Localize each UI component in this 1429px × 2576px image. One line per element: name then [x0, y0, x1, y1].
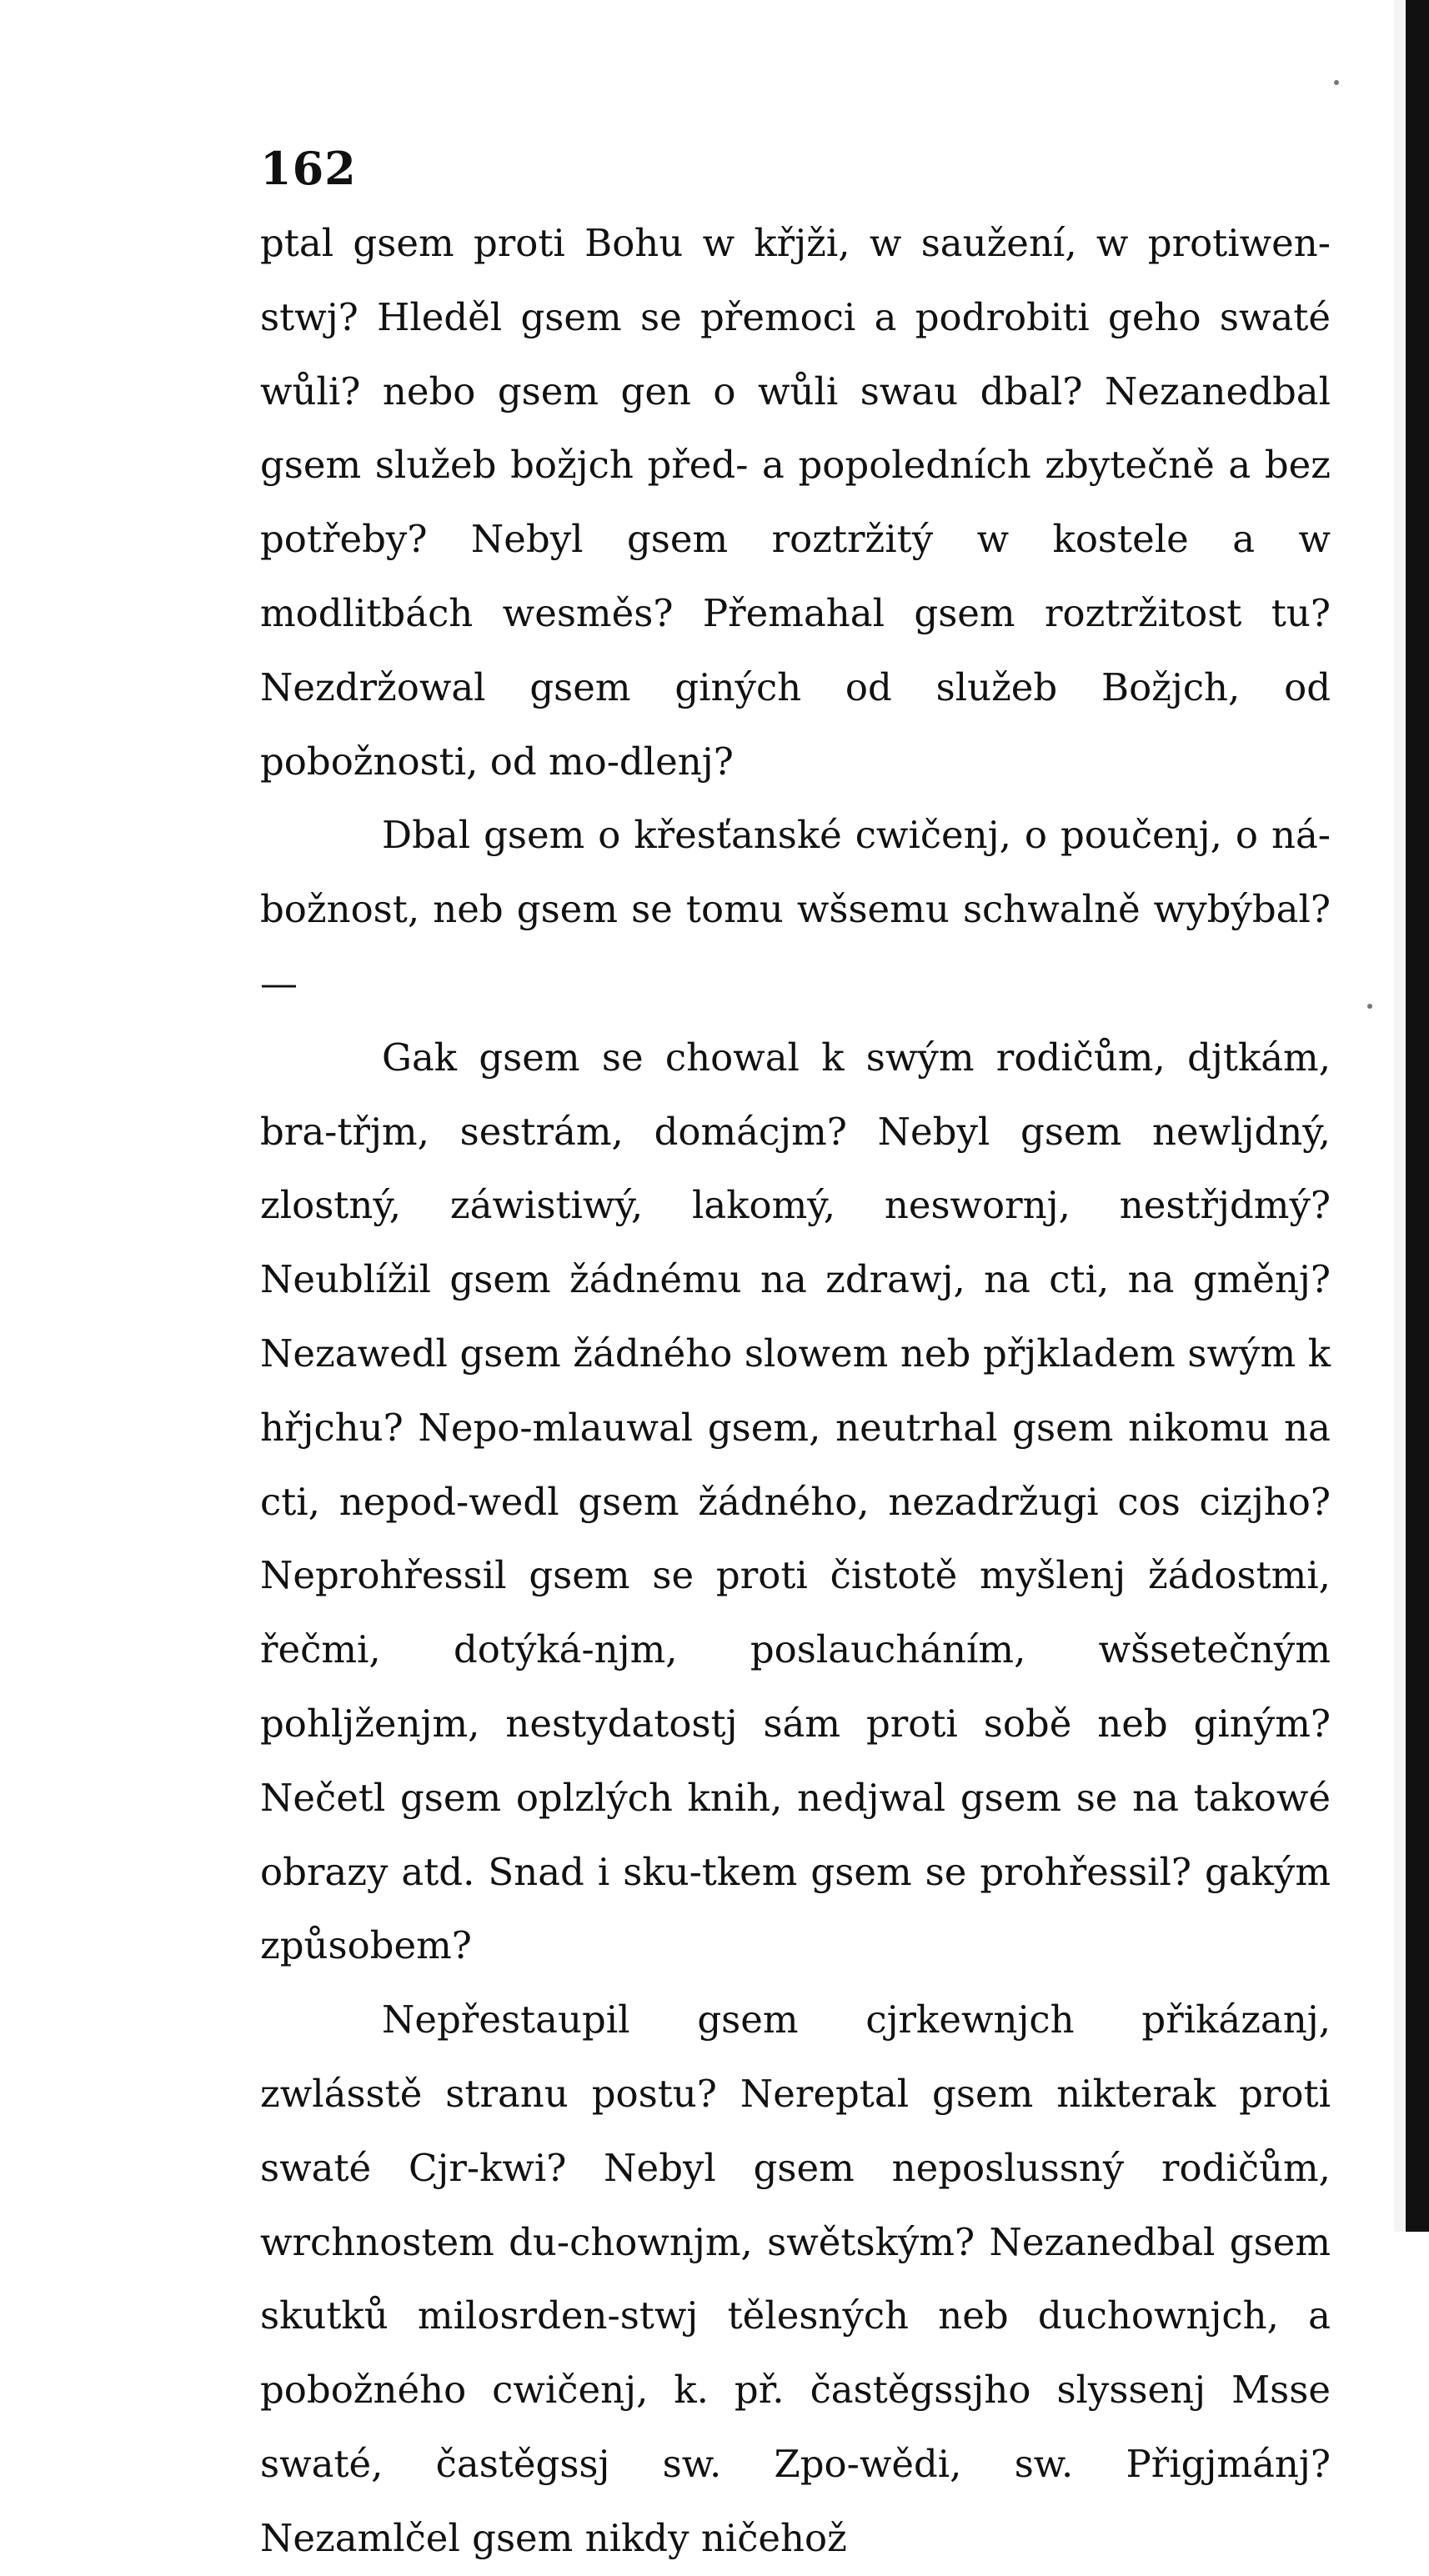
paragraph: ptal gsem proti Bohu w křjži, w saužení, w protiwen-stwj? Hleděl gsem se přemoci a podrobiti geho swaté wůli? nebo gsem gen o wůli swau dbal? Nezanedbal gsem služeb božjch před- a popoledních zbytečně a bez potřeby? Nebyl gsem roztržitý w kostele a w modlitbách wesměs? Přemahal gsem roztržitost tu? Nezdržowal gsem giných od služeb Božjch, od pobožnosti, od mo-dlenj? [260, 221, 1331, 784]
page-number: 162 [260, 142, 357, 195]
paragraph: Nepřestaupil gsem cjrkewnjch přikázanj, zwlásstě stranu postu? Nereptal gsem nikterak proti swaté Cjr-kwi? Nebyl gsem neposlussný rodičům, wrchnostem du-chownjm, swětským? Nezanedbal gsem skutků milosrden-stwj tělesných neb duchownjch, a pobožného cwičenj, k. př. častěgssjho slyssenj Msse swaté, častěgssj sw. Zpo-wědi, sw. Přigjmánj? Nezamlčel gsem nikdy ničehož [260, 1997, 1331, 2560]
page-gutter-shadow [1394, 0, 1406, 2232]
paragraph: Gak gsem se chowal k swým rodičům, djtkám, bra-třjm, sestrám, domácjm? Nebyl gsem newljdný, zlostný, záwistiwý, lakomý, neswornj, nestřjdmý? Neublížil gsem žádnému na zdrawj, na cti, na gměnj? Nezawedl gsem žádného slowem neb přjkladem swým k hřjchu? Nepo-mlauwal gsem, neutrhal gsem nikomu na cti, nepod-wedl gsem žádného, nezadržugi cos cizjho? Neprohřessil gsem se proti čistotě myšlenj žádostmi, řečmi, dotýká-njm, poslaucháním, wšsetečným pohljženjm, nestydatostj sám proti sobě neb giným? Nečetl gsem oplzlých knih, nedjwal gsem se na takowé obrazy atd. Snad i sku-tkem gsem se prohřessil? gakým způsobem? [260, 1035, 1331, 1968]
paragraph: Dbal gsem o křesťanské cwičenj, o poučenj, o ná-božnost, neb gsem se tomu wšsemu schwalně wybýbal?— [260, 813, 1331, 1005]
scan-speck [1367, 1004, 1372, 1009]
scan-border [1406, 0, 1429, 2232]
scan-speck [1334, 80, 1339, 85]
body-text [260, 207, 1331, 2576]
